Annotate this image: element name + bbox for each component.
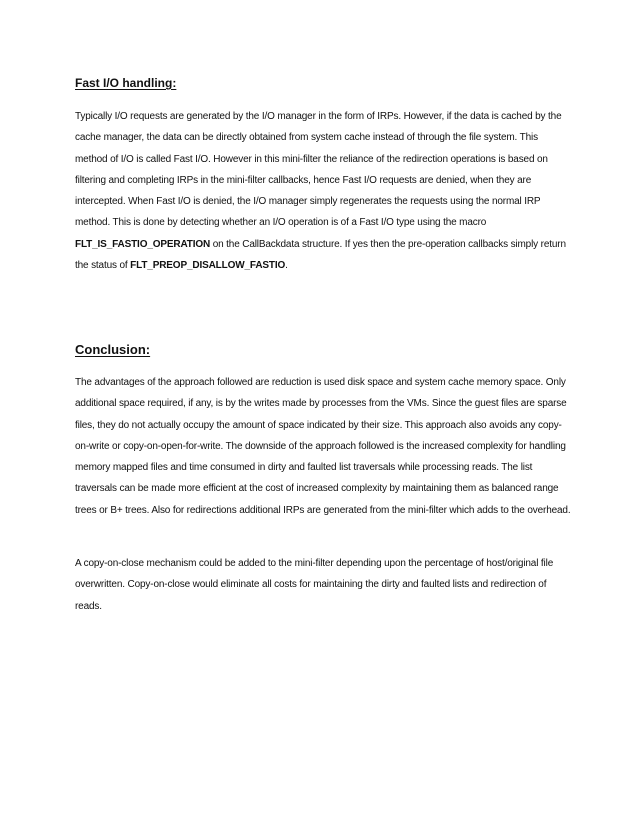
- section-heading-fast-io: Fast I/O handling:: [75, 76, 177, 90]
- fast-io-text-cont: on the CallBackdata structure. If yes then the pre-operation callbacks simply return the status of: [75, 238, 566, 272]
- section-heading-conclusion: Conclusion:: [75, 342, 151, 357]
- fast-io-text-end: .: [285, 260, 288, 272]
- fastio-macro-name: FLT_IS_FASTIO_OPERATION: [75, 238, 211, 250]
- fast-io-paragraph: [75, 106, 571, 276]
- disallow-fastio-status: FLT_PREOP_DISALLOW_FASTIO: [130, 260, 286, 272]
- fast-io-text: Typically I/O requests are generated by the I/O manager in the form of IRPs. However, if the data is cached by the cache manager, the data can be directly obtained from system cache instead of through the file system. This method of I/O is called Fast I/O. However in this mini-filter the reliance of the redirection operations is based on filtering and completing IRPs in the mini-filter callbacks, hence Fast I/O requests are denied, when they are intercepted. When Fast I/O is denied, the I/O manager simply regenerates the requests using the normal IRP method. This is done by detecting whether an I/O operation is of a Fast I/O type using the macro: [75, 111, 562, 229]
- conclusion-paragraph-2: A copy-on-close mechanism could be added to the mini-filter depending upon the percentage of host/original file overwritten. Copy-on-close would eliminate all costs for maintaining the dirty and faulted lists and redirection of reads.: [75, 558, 554, 612]
- conclusion-paragraph-1: The advantages of the approach followed are reduction is used disk space and system cache memory space. Only additional space required, if any, is by the writes made by processes from the VMs. Since the guest files are sparse files, they do not actually occupy the amount of space indicated by their size. This approach also avoids any copy-on-write or copy-on-open-for-write. The downside of the approach followed is the increased complexity for handling memory mapped files and time consumed in dirty and faulted list traversals while processing reads. The list traversals can be made more efficient at the cost of increased complexity by maintaining them as balanced range trees or B+ trees. Also for redirections additional IRPs are generated from the mini-filter which adds to the overhead.: [75, 377, 571, 516]
